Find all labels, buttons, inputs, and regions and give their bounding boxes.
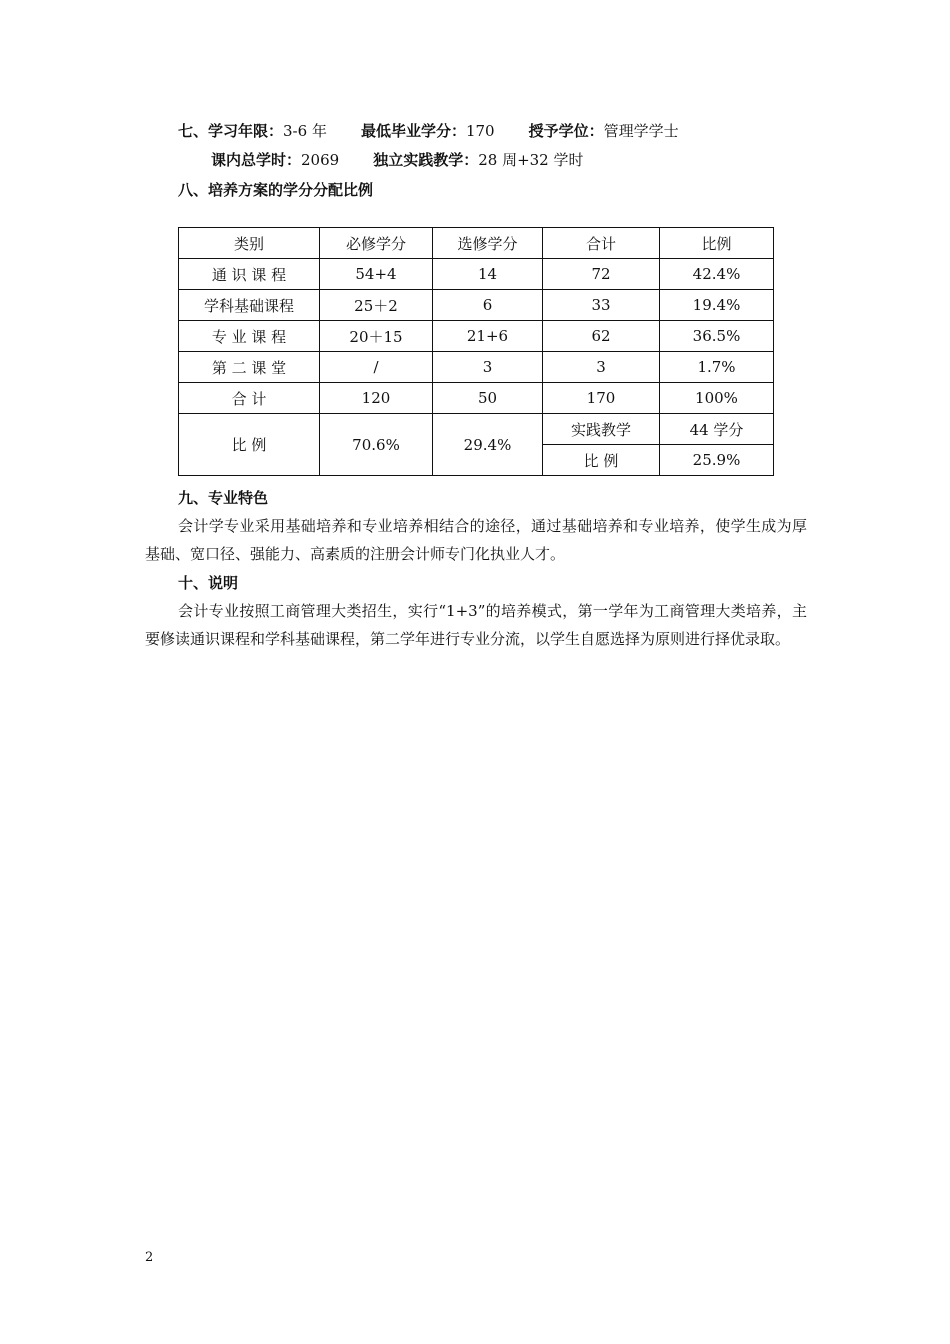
- table-cell: 100%: [660, 383, 774, 414]
- table-cell: 120: [320, 383, 433, 414]
- section9-title: 九、专业特色: [178, 489, 269, 507]
- table-cell: 42.4%: [660, 259, 774, 290]
- table-cell: /: [320, 352, 433, 383]
- years-heading: 七、学习年限：: [178, 122, 284, 140]
- table-cell: 62: [543, 321, 660, 352]
- table-row: [179, 383, 774, 414]
- hours-value: 2069: [301, 151, 340, 169]
- degree-value: 管理学学士: [603, 122, 679, 140]
- table-cell: 19.4%: [660, 290, 774, 321]
- table-cell: 14: [433, 259, 543, 290]
- table-cell: 25＋2: [320, 290, 433, 321]
- table-cell: 6: [433, 290, 543, 321]
- table-row: [179, 259, 774, 290]
- table-cell: 合 计: [179, 383, 320, 414]
- table-cell: 1.7%: [660, 352, 774, 383]
- table-cell: 36.5%: [660, 321, 774, 352]
- practice-ratio-value-cell: 25.9%: [660, 445, 774, 476]
- table-cell: 学科基础课程: [179, 290, 320, 321]
- min-credits-value: 170: [465, 122, 495, 140]
- table-cell: 通 识 课 程: [179, 259, 320, 290]
- table-row: [179, 290, 774, 321]
- table-cell: 3: [433, 352, 543, 383]
- section9-paragraph: 会计学专业采用基础培养和专业培养相结合的途径，通过基础培养和专业培养，使学生成为厚基础、宽口径、强能力、高素质的注册会计师专门化执业人才。: [145, 517, 807, 563]
- section10-paragraph: 会计专业按照工商管理大类招生，实行“1+3”的培养模式，第一学年为工商管理大类培养，主要修读通识课程和学科基础课程，第二学年进行专业分流，以学生自愿选择为原则进行择优录取。: [145, 602, 807, 648]
- table-cell: 3: [543, 352, 660, 383]
- practice-label-cell: 实践教学: [543, 414, 660, 445]
- ratio-elective-cell: 29.4%: [433, 414, 543, 476]
- table-cell: 50: [433, 383, 543, 414]
- section7-line2: [211, 150, 584, 170]
- header-cell: 合计: [543, 228, 660, 259]
- practice-ratio-label-cell: 比 例: [543, 445, 660, 476]
- section8-title: 八、培养方案的学分分配比例: [178, 181, 374, 199]
- header-cell: 必修学分: [320, 228, 433, 259]
- table-cell: 33: [543, 290, 660, 321]
- header-cell: 类别: [179, 228, 320, 259]
- section7-line1: [178, 121, 679, 141]
- table-cell: 170: [543, 383, 660, 414]
- practice-value: 28 周+32 学时: [478, 151, 584, 169]
- header-cell: 选修学分: [433, 228, 543, 259]
- table-cell: 20＋15: [320, 321, 433, 352]
- page-number: 2: [145, 1250, 154, 1265]
- table-cell: 72: [543, 259, 660, 290]
- years-value: 3-6 年: [283, 122, 327, 140]
- table-row: [179, 352, 774, 383]
- ratio-label-cell: 比 例: [179, 414, 320, 476]
- hours-heading: 课内总学时：: [211, 151, 302, 169]
- table-header-row: [179, 228, 774, 259]
- ratio-required-cell: 70.6%: [320, 414, 433, 476]
- practice-value-cell: 44 学分: [660, 414, 774, 445]
- table-cell: 第 二 课 堂: [179, 352, 320, 383]
- practice-heading: 独立实践教学：: [373, 151, 479, 169]
- table-cell: 54+4: [320, 259, 433, 290]
- table-row: [179, 414, 774, 445]
- credit-distribution-table: [178, 227, 774, 476]
- min-credits-heading: 最低毕业学分：: [360, 122, 466, 140]
- degree-heading: 授予学位：: [528, 122, 604, 140]
- header-cell: 比例: [660, 228, 774, 259]
- section10-title: 十、说明: [178, 574, 239, 592]
- table-cell: 专 业 课 程: [179, 321, 320, 352]
- table-cell: 21+6: [433, 321, 543, 352]
- table-row: [179, 321, 774, 352]
